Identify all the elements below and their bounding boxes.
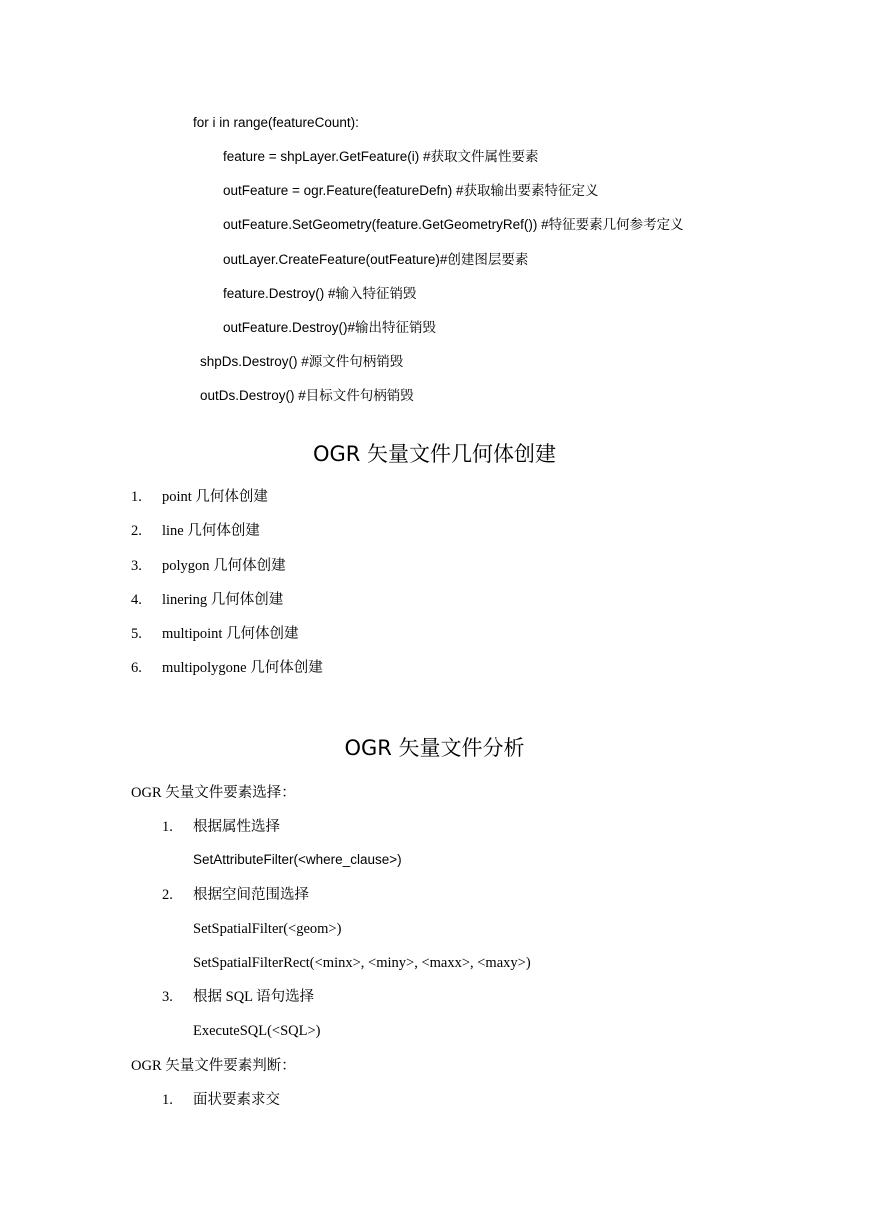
list-item: 面状要素求交 <box>193 1092 280 1108</box>
list-number: 4. <box>131 592 142 608</box>
code-line-1: for i in range(featureCount): <box>193 115 359 130</box>
list-item: multipolygone 几何体创建 <box>162 660 323 676</box>
list-number: 3. <box>131 558 142 574</box>
list-number: 6. <box>131 660 142 676</box>
list-number: 2. <box>131 523 142 539</box>
selection-label: OGR 矢量文件要素选择： <box>131 785 296 801</box>
method-signature: SetSpatialFilter(<geom>) <box>193 921 342 937</box>
method-signature: ExecuteSQL(<SQL>) <box>193 1023 321 1039</box>
method-signature: SetAttributeFilter(<where_clause>) <box>193 852 402 867</box>
section-heading-analysis: OGR 矢量文件分析 <box>344 736 525 760</box>
code-line-6: feature.Destroy() #输入特征销毁 <box>223 286 417 301</box>
section-heading-geometry: OGR 矢量文件几何体创建 <box>312 442 557 466</box>
list-item: polygon 几何体创建 <box>162 558 286 574</box>
code-line-3: outFeature = ogr.Feature(featureDefn) #获取输出要素特征定义 <box>223 183 599 198</box>
list-number: 1. <box>162 819 173 835</box>
list-item: line 几何体创建 <box>162 523 260 539</box>
list-item: 根据 SQL 语句选择 <box>193 989 315 1005</box>
list-item: multipoint 几何体创建 <box>162 626 299 642</box>
code-line-7: outFeature.Destroy()#输出特征销毁 <box>223 320 437 335</box>
list-number: 1. <box>162 1092 173 1108</box>
list-item: 根据属性选择 <box>193 819 280 835</box>
code-line-9: outDs.Destroy() #目标文件句柄销毁 <box>200 388 414 403</box>
judge-label: OGR 矢量文件要素判断： <box>131 1058 296 1074</box>
list-number: 3. <box>162 989 173 1005</box>
list-item: point 几何体创建 <box>162 489 268 505</box>
list-item: linering 几何体创建 <box>162 592 284 608</box>
code-line-2: feature = shpLayer.GetFeature(i) #获取文件属性要素 <box>223 149 539 164</box>
code-line-5: outLayer.CreateFeature(outFeature)#创建图层要素 <box>223 252 529 267</box>
list-number: 5. <box>131 626 142 642</box>
list-number: 2. <box>162 887 173 903</box>
code-line-4: outFeature.SetGeometry(feature.GetGeometryRef()) #特征要素几何参考定义 <box>223 217 684 232</box>
list-item: 根据空间范围选择 <box>193 887 309 903</box>
method-signature: SetSpatialFilterRect(<minx>, <miny>, <maxx>, <maxy>) <box>193 955 531 971</box>
list-number: 1. <box>131 489 142 505</box>
code-line-8: shpDs.Destroy() #源文件句柄销毁 <box>200 354 404 369</box>
